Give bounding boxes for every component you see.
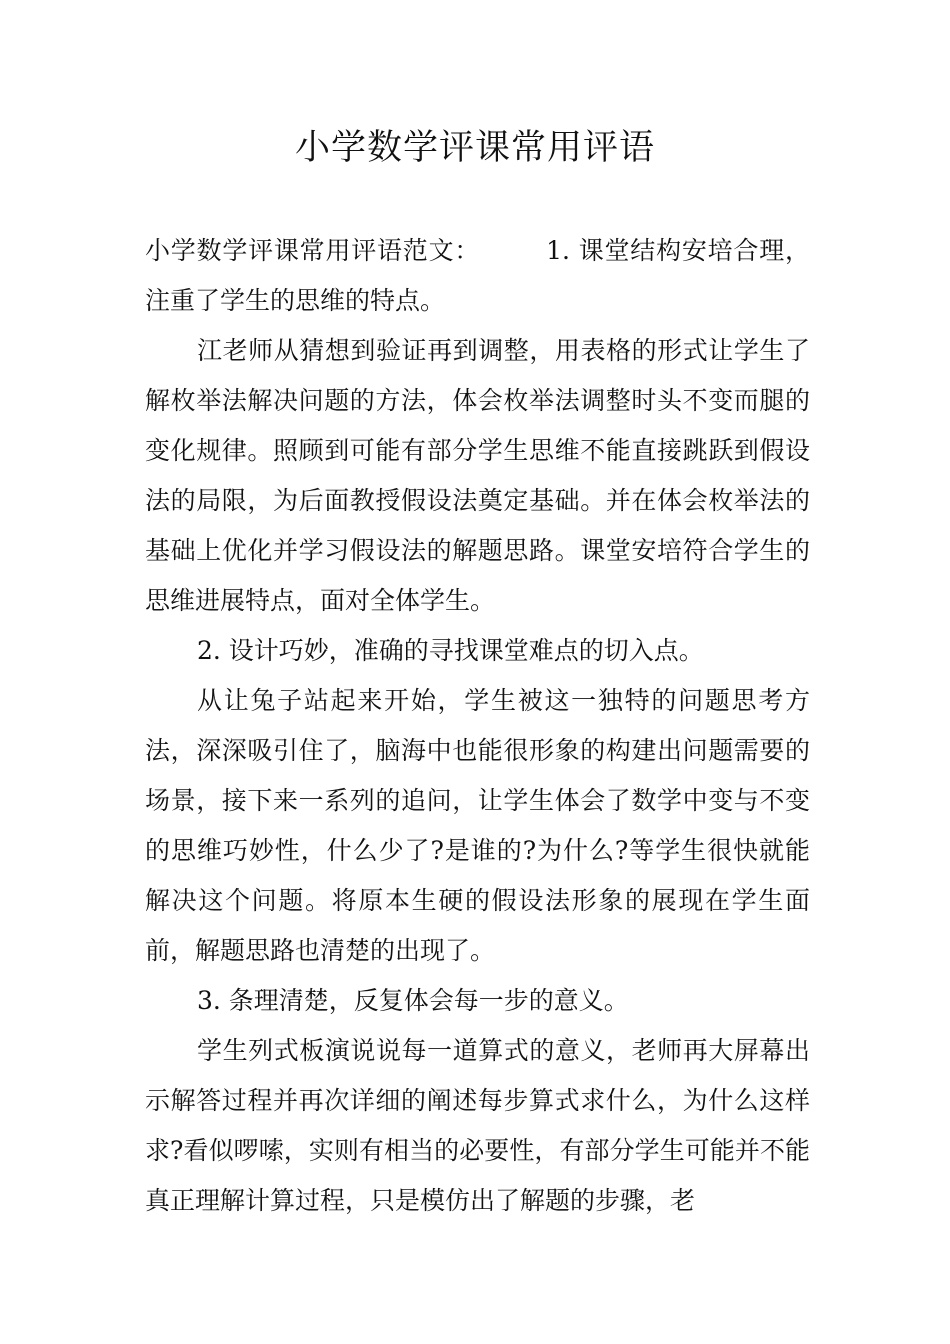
document-title: 小学数学评课常用评语 — [294, 128, 655, 168]
point2-body: 从让兔子站起来开始，学生被这一独特的问题思考方法，深深吸引住了，脑海中也能很形象的构建出问题需要的场景，接下来一系列的追问，让学生体会了数学中变与不变的思维巧妙性，什么少了?是谁的?为什么?等学生很快就能解决这个问题。将原本生硬的假设法形象的展现在学生面前，解题思路也清楚的出现了。 — [145, 686, 810, 965]
point3-body: 学生列式板演说说每一道算式的意义，老师再大屏幕出示解答过程并再次详细的阐述每步算式求什么，为什么这样求?看似啰嗦，实则有相当的必要性，有部分学生可能并不能真正理解计算过程，只是模仿出了解题的步骤，老 — [145, 1036, 810, 1215]
document-body — [145, 226, 810, 1226]
point2-heading: 2. 设计巧妙，准确的寻找课堂难点的切入点。 — [197, 636, 704, 665]
intro-paragraph — [145, 226, 810, 326]
point1-body: 江老师从猜想到验证再到调整，用表格的形式让学生了解枚举法解决问题的方法，体会枚举法调整时头不变而腿的变化规律。照顾到可能有部分学生思维不能直接跳跃到假设法的局限，为后面教授假设法奠定基础。并在体会枚举法的基础上优化并学习假设法的解题思路。课堂安培符合学生的思维进展特点，面对全体学生。 — [145, 336, 810, 615]
point1-heading: 1. 课堂结构安培合理，注重了学生的思维的特点。 — [145, 236, 810, 315]
point3-heading: 3. 条理清楚，反复体会每一步的意义。 — [197, 986, 629, 1015]
intro-label: 小学数学评课常用评语范文： — [145, 236, 481, 265]
